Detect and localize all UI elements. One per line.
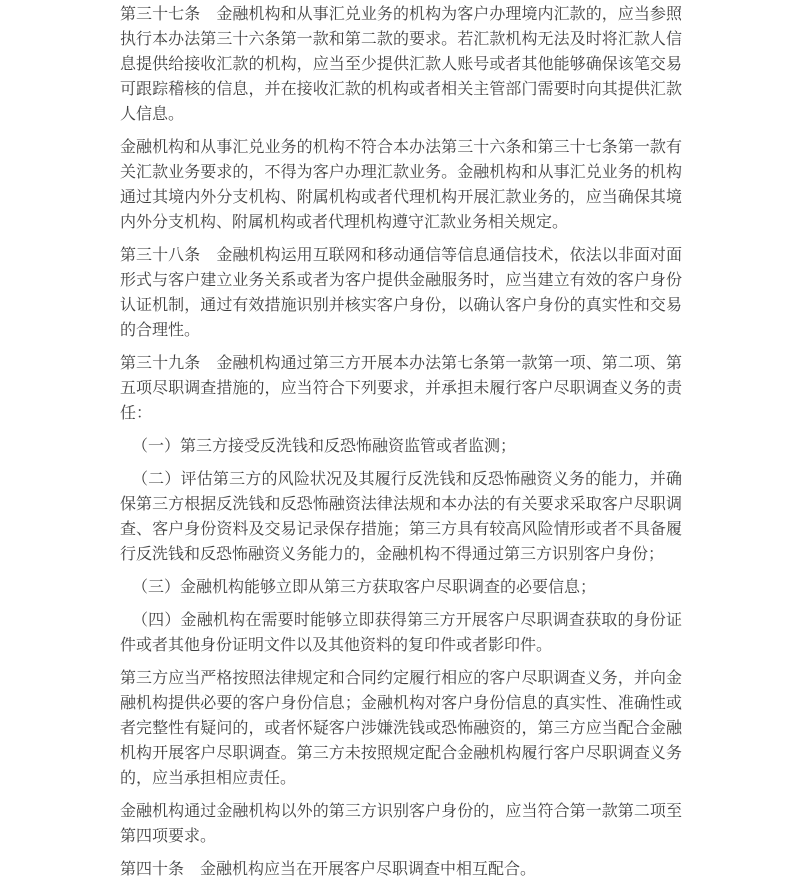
list-item-4: （四）金融机构在需要时能够立即获得第三方开展客户尽职调查获取的身份证件或者其他身份证明文件以及其他资料的复印件或者影印件。 bbox=[120, 612, 682, 654]
paragraph-article-37: 第三十七条 金融机构和从事汇兑业务的机构为客户办理境内汇款的，应当参照执行本办法第三十六条第一款和第二款的要求。若汇款机构无法及时将汇款人信息提供给接收汇款的机构，应当至少提供汇款人账号或者其他能够确保该笔交易可跟踪稽核的信息，并在接收汇款的机构或者相关主管部门需要时向其提供汇款人信息。 bbox=[120, 6, 682, 123]
paragraph-non-financial-third-party: 金融机构通过金融机构以外的第三方识别客户身份的，应当符合第一款第二项至第四项要求。 bbox=[120, 803, 682, 845]
paragraph-third-party-obligation: 第三方应当严格按照法律规定和合同约定履行相应的客户尽职调查义务，并向金融机构提供必要的客户身份信息；金融机构对客户身份信息的真实性、准确性或者完整性有疑问的，或者怀疑客户涉嫌洗钱或恐怖融资的，第三方应当配合金融机构开展客户尽职调查。第三方未按照规定配合金融机构履行客户尽职调查义务的，应当承担相应责任。 bbox=[120, 670, 682, 787]
paragraph-article-40: 第四十条 金融机构应当在开展客户尽职调查中相互配合。 bbox=[120, 861, 537, 878]
list-item-1: （一）第三方接受反洗钱和反恐怖融资监管或者监测； bbox=[132, 438, 517, 455]
list-item-2: （二）评估第三方的风险状况及其履行反洗钱和反恐怖融资义务的能力，并确保第三方根据反洗钱和反恐怖融资法律法规和本办法的有关要求采取客户尽职调查、客户身份资料及交易记录保存措施；第三方具有较高风险情形或者不具备履行反洗钱和反恐怖融资义务能力的，金融机构不得通过第三方识别客户身份； bbox=[120, 471, 682, 563]
paragraph-article-39: 第三十九条 金融机构通过第三方开展本办法第七条第一款第一项、第二项、第五项尽职调查措施的，应当符合下列要求，并承担未履行客户尽职调查义务的责任： bbox=[120, 355, 682, 422]
paragraph-remittance-compliance: 金融机构和从事汇兑业务的机构不符合本办法第三十六条和第三十七条第一款有关汇款业务要求的，不得为客户办理汇款业务。金融机构和从事汇兑业务的机构通过其境内外分支机构、附属机构或者代理机构开展汇款业务的，应当确保其境内外分支机构、附属机构或者代理机构遵守汇款业务相关规定。 bbox=[120, 139, 682, 231]
paragraph-article-38: 第三十八条 金融机构运用互联网和移动通信等信息通信技术，依法以非面对面形式与客户建立业务关系或者为客户提供金融服务时，应当建立有效的客户身份认证机制，通过有效措施识别并核实客户身份，以确认客户身份的真实性和交易的合理性。 bbox=[120, 247, 682, 339]
list-item-3: （三）金融机构能够立即从第三方获取客户尽职调查的必要信息； bbox=[132, 579, 597, 596]
